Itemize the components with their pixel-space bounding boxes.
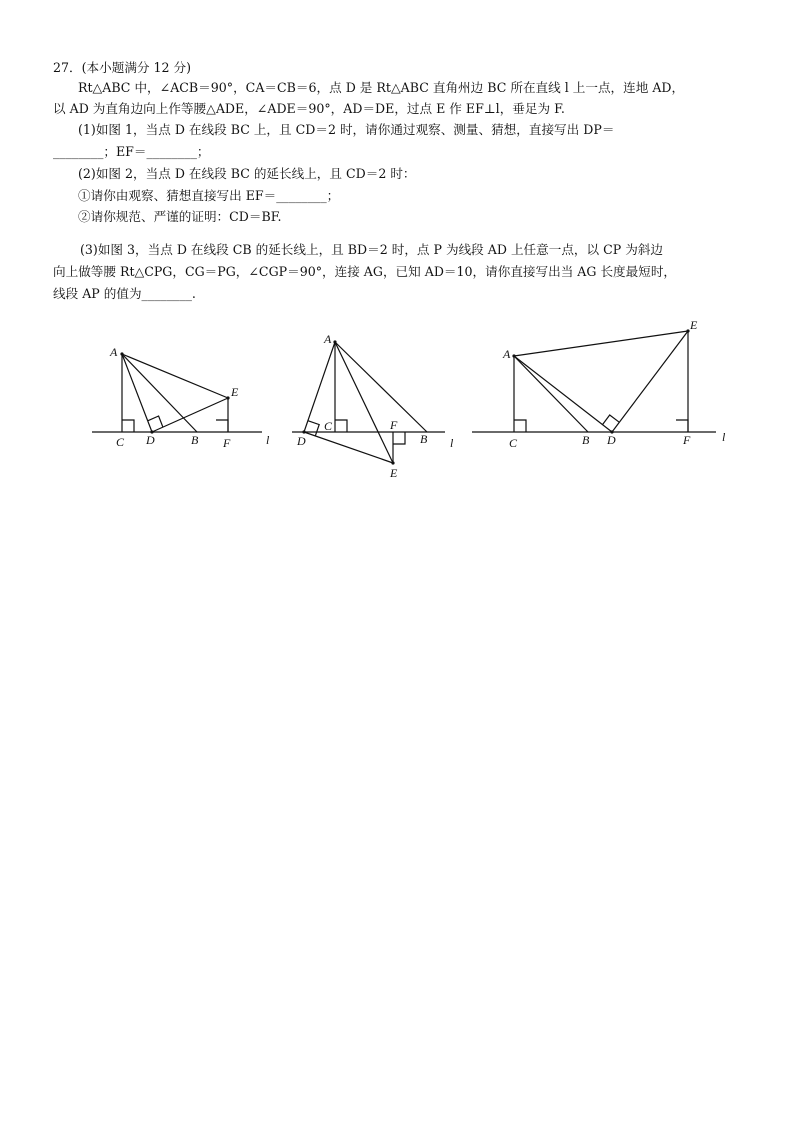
problem-line-1: Rt△ABC 中，∠ACB＝90°，CA＝CB＝6，点 D 是 Rt△ABC 直角州边 BC 所在直线 l 上一点，连地 AD，: [78, 80, 685, 95]
fig2-label-E: E: [390, 466, 398, 480]
fig2-label-A: A: [324, 332, 332, 346]
part2-line-1: (2)如图 2，当点 D 在线段 BC 的延长线上，且 CD＝2 时：: [78, 166, 416, 181]
fig2-label-l: l: [450, 436, 454, 450]
fig2-label-D: D: [297, 434, 306, 448]
fig3-label-B: B: [582, 433, 590, 447]
part1-line-1: (1)如图 1，当点 D 在线段 BC 上，且 CD＝2 时，请你通过观察、测量、猜想，直接写出 DP＝: [78, 122, 615, 137]
fig3-label-l: l: [722, 430, 726, 444]
fig2-label-F: F: [390, 418, 398, 432]
problem-header: 27．(本小题满分 12 分): [53, 60, 192, 75]
fig1-label-C: C: [116, 435, 125, 449]
fig3-label-F: F: [683, 433, 691, 447]
part2-sub-1: ①请你由观察、猜想直接写出 EF＝________；: [78, 188, 340, 203]
fig1-label-D: D: [146, 433, 155, 447]
problem-line-2: 以 AD 为直角边向上作等腰△ADE，∠ADE＝90°，AD＝DE，过点 E 作 EF⊥l，垂足为 F.: [53, 101, 565, 116]
part1-line-2: ________；EF＝________；: [53, 144, 210, 159]
fig1-label-l: l: [266, 433, 270, 447]
part2-sub-2: ②请你规范、严谨的证明：CD＝BF.: [78, 209, 282, 224]
fig3-label-E: E: [690, 318, 698, 332]
part3-line-3: 线段 AP 的值为________.: [53, 286, 196, 301]
part3-line-1: (3)如图 3，当点 D 在线段 CB 的延长线上，且 BD＝2 时，点 P 为线段 AD 上任意一点，以 CP 为斜边: [80, 242, 664, 257]
fig1-label-E: E: [231, 385, 239, 399]
fig3-label-A: A: [503, 347, 511, 361]
fig2-label-B: B: [420, 432, 428, 446]
part3-line-2: 向上做等腰 Rt△CPG，CG＝PG，∠CGP＝90°，连接 AG，已知 AD＝10，请你直接写出当 AG 长度最短时，: [53, 264, 677, 279]
fig1-label-B: B: [191, 433, 199, 447]
fig1-label-F: F: [223, 436, 231, 450]
fig2-label-C: C: [324, 419, 333, 433]
fig3-label-D: D: [607, 433, 616, 447]
fig1-label-A: A: [110, 345, 118, 359]
fig3-label-C: C: [509, 436, 518, 450]
figures: [0, 0, 794, 500]
